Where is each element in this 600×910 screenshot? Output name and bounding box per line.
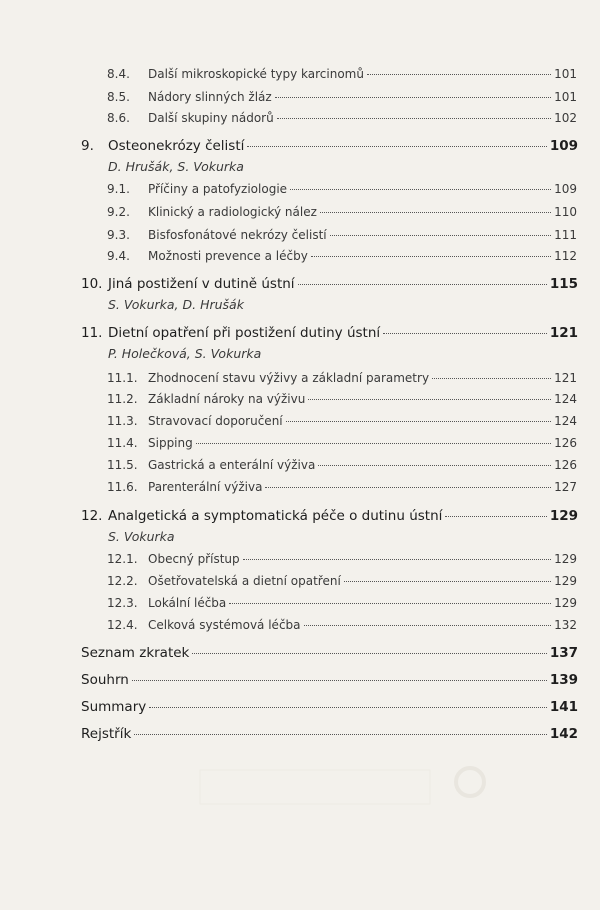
toc-number: 8.5. (107, 90, 130, 104)
toc-number: 12. (81, 508, 103, 524)
toc-number: 11.4. (107, 436, 138, 450)
toc-title: Další skupiny nádorů (148, 111, 274, 125)
chapter-authors: S. Vokurka (108, 529, 175, 544)
toc-number: 11.2. (107, 392, 138, 406)
toc-page-number: 132 (554, 618, 577, 632)
toc-page-number: 115 (549, 276, 578, 292)
toc-title: Osteonekrózy čelistí (108, 138, 245, 154)
toc-page-number: 101 (554, 67, 577, 81)
toc-page-number: 127 (554, 480, 577, 494)
toc-page-number: 109 (554, 182, 577, 196)
chapter-authors: S. Vokurka, D. Hrušák (108, 297, 244, 312)
toc-title: Další mikroskopické typy karcinomů (148, 67, 364, 81)
toc-page-number: 124 (554, 414, 577, 428)
toc-title: Dietní opatření při postižení dutiny ústní (108, 325, 381, 341)
toc-title: Zhodnocení stavu výživy a základní parametry (148, 371, 430, 385)
toc-page-number: 129 (549, 508, 578, 524)
toc-page-number: 102 (554, 111, 577, 125)
toc-page-number: 142 (549, 726, 578, 742)
toc-page-number: 129 (554, 552, 577, 566)
toc-page-number: 141 (549, 699, 578, 715)
chapter-authors: P. Holečková, S. Vokurka (108, 346, 262, 361)
toc-number: 8.6. (107, 111, 130, 125)
toc-title: Lokální léčba (148, 596, 227, 610)
toc-page-number: 121 (554, 371, 577, 385)
toc-number: 11.6. (107, 480, 138, 494)
toc-number: 12.2. (107, 574, 138, 588)
toc-number: 10. (81, 276, 103, 292)
toc-title: Klinický a radiologický nález (148, 205, 317, 219)
toc-title: Obecný přístup (148, 552, 240, 566)
toc-number: 11.5. (107, 458, 138, 472)
toc-number: 9.1. (107, 182, 130, 196)
toc-title: Celková systémová léčba (148, 618, 301, 632)
toc-title: Základní nároky na výživu (148, 392, 306, 406)
toc-title: Analgetická a symptomatická péče o dutinu ústní (108, 508, 443, 524)
toc-number: 9.3. (107, 228, 130, 242)
toc-number: 9.2. (107, 205, 130, 219)
toc-number: 11. (81, 325, 103, 341)
toc-page-number: 110 (554, 205, 577, 219)
toc-page-number: 111 (554, 228, 577, 242)
toc-title: Příčiny a patofyziologie (148, 182, 288, 196)
toc-number: 12.4. (107, 618, 138, 632)
toc-number: 8.4. (107, 67, 130, 81)
toc-page-number: 126 (554, 436, 577, 450)
toc-title: Seznam zkratek (81, 645, 190, 661)
chapter-authors: D. Hrušák, S. Vokurka (108, 159, 244, 174)
toc-number: 11.1. (107, 371, 138, 385)
toc-title: Sipping (148, 436, 193, 450)
toc-page-number: 129 (554, 574, 577, 588)
toc-page-number: 121 (549, 325, 578, 341)
toc-title: Ošetřovatelská a dietní opatření (148, 574, 341, 588)
toc-page-number: 124 (554, 392, 577, 406)
toc-title: Možnosti prevence a léčby (148, 249, 308, 263)
toc-page-number: 137 (549, 645, 578, 661)
toc-title: Parenterální výživa (148, 480, 263, 494)
toc-number: 12.1. (107, 552, 138, 566)
toc-title: Stravovací doporučení (148, 414, 283, 428)
toc-number: 12.3. (107, 596, 138, 610)
toc-title: Rejstřík (81, 726, 132, 742)
toc-page-number: 129 (554, 596, 577, 610)
toc-page-number: 126 (554, 458, 577, 472)
toc-page-number: 101 (554, 90, 577, 104)
toc-title: Souhrn (81, 672, 129, 688)
toc-number: 11.3. (107, 414, 138, 428)
toc-title: Bisfosfonátové nekrózy čelistí (148, 228, 327, 242)
toc-number: 9. (81, 138, 94, 154)
toc-title: Jiná postižení v dutině ústní (108, 276, 295, 292)
toc-title: Gastrická a enterální výživa (148, 458, 316, 472)
toc-title: Summary (81, 699, 147, 715)
toc-title: Nádory slinných žláz (148, 90, 272, 104)
toc-page-number: 112 (554, 249, 577, 263)
toc-page-number: 139 (549, 672, 578, 688)
toc-number: 9.4. (107, 249, 130, 263)
toc-page-number: 109 (549, 138, 578, 154)
